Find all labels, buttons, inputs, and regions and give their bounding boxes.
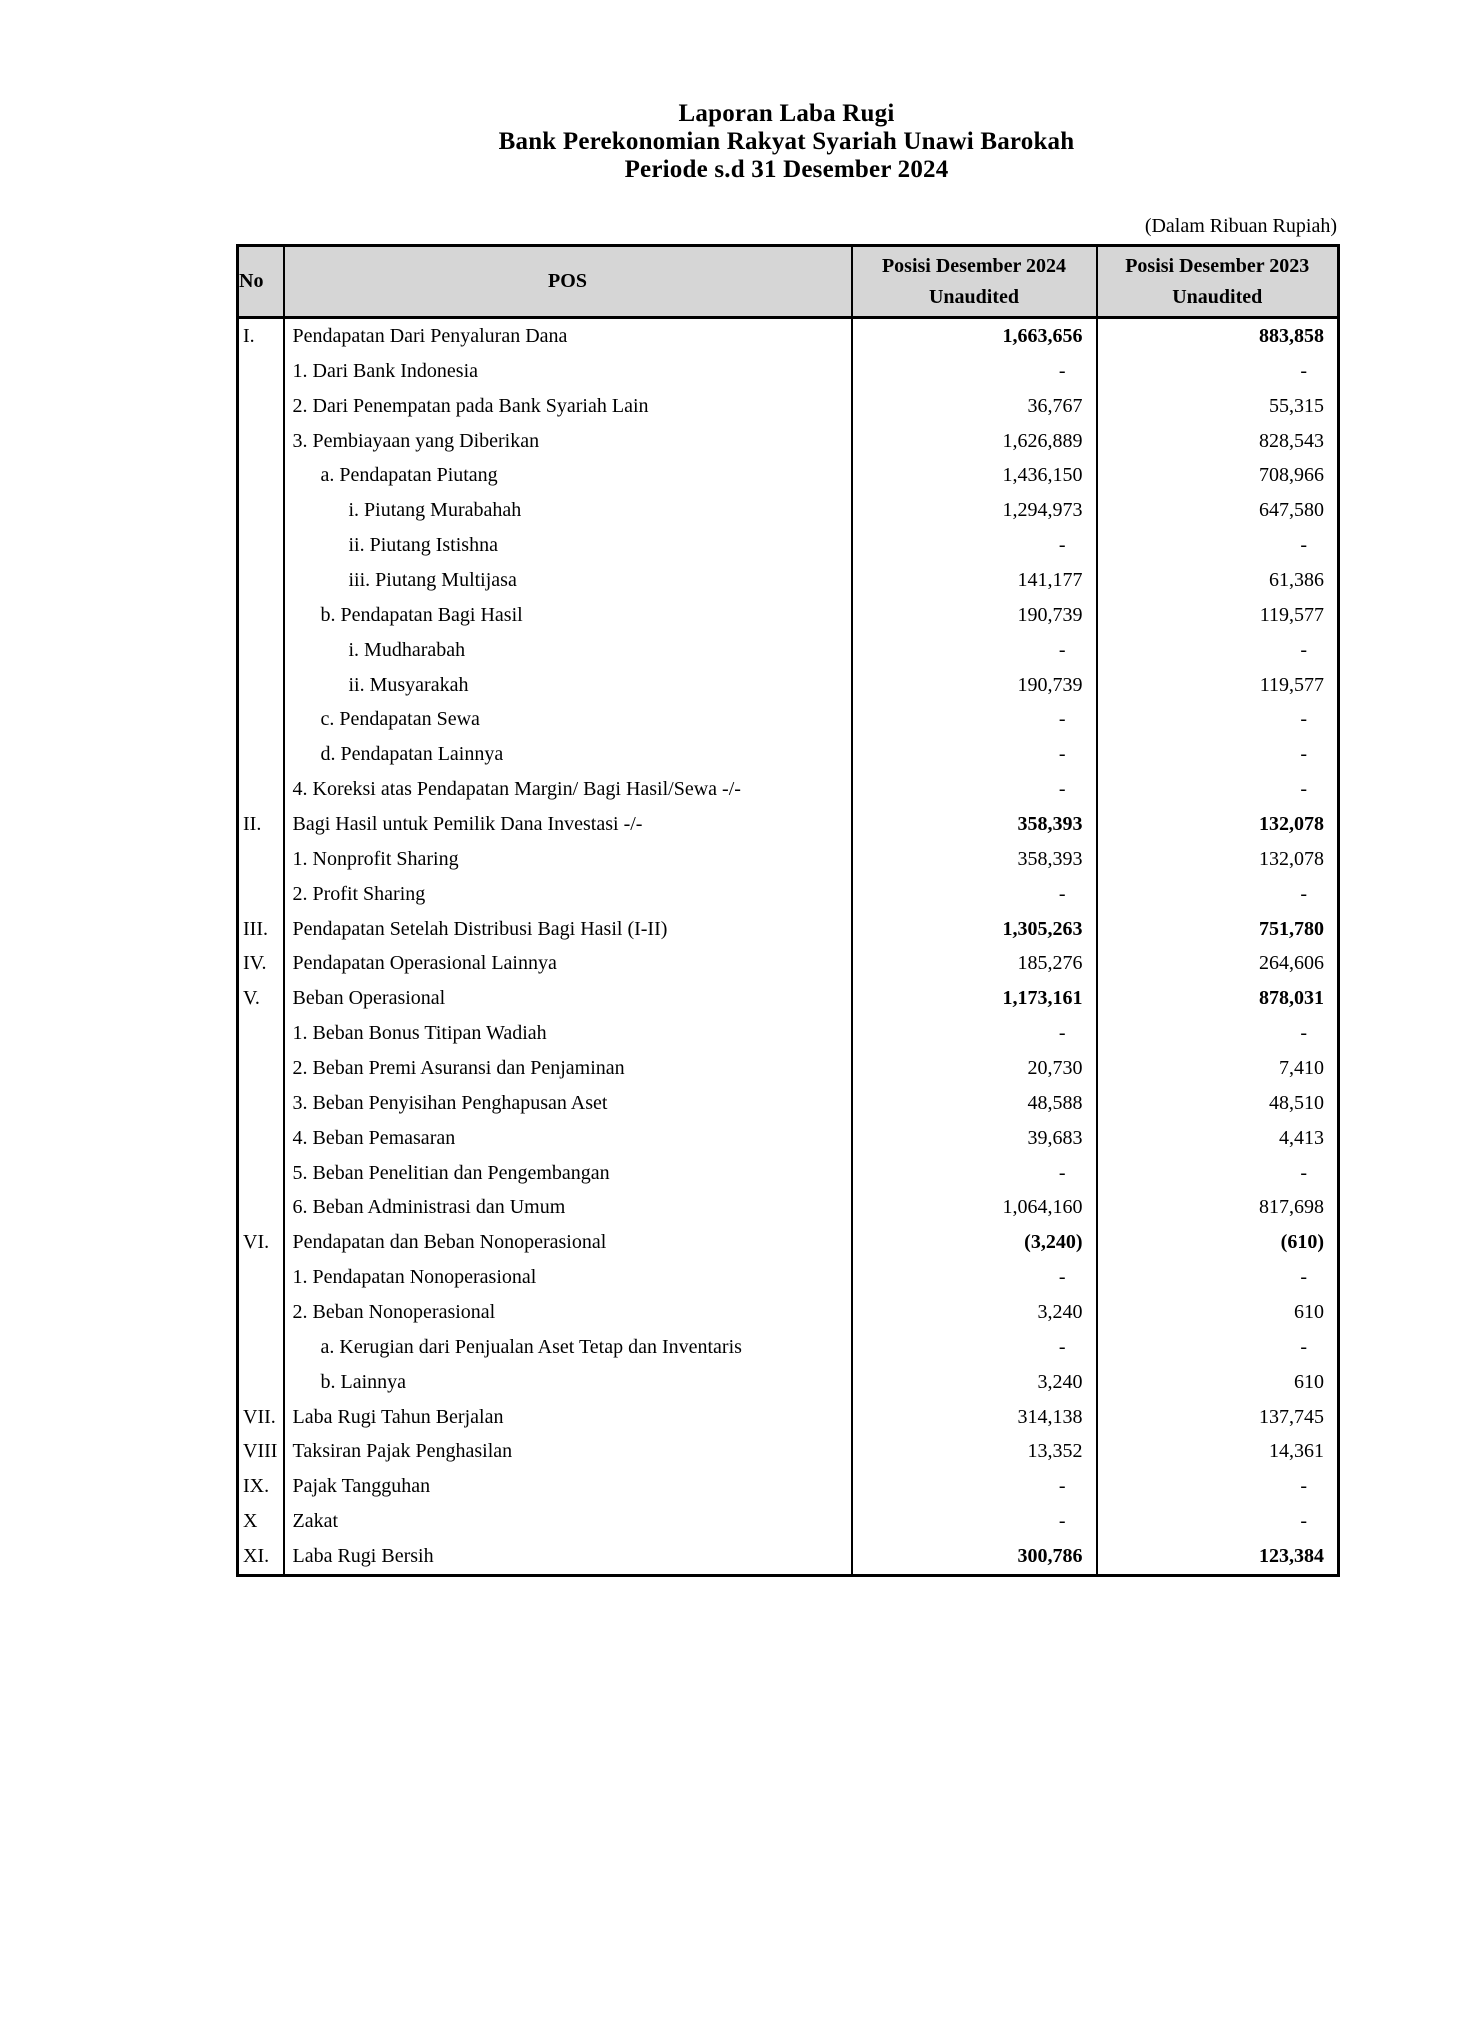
value-2023: (610) xyxy=(1097,1225,1339,1260)
value-2023: - xyxy=(1097,1260,1339,1295)
table-row xyxy=(238,1539,1339,1575)
value-2024: - xyxy=(852,633,1097,668)
table-row xyxy=(238,458,1339,493)
row-number: III. xyxy=(238,912,284,947)
row-number xyxy=(238,528,284,563)
value-2024: - xyxy=(852,1260,1097,1295)
table-row xyxy=(238,1016,1339,1051)
value-2023: - xyxy=(1097,1469,1339,1504)
table-row xyxy=(238,1469,1339,1504)
table-row xyxy=(238,1400,1339,1435)
row-label: 6. Beban Administrasi dan Umum xyxy=(284,1190,852,1225)
table-row xyxy=(238,528,1339,563)
row-label: 4. Koreksi atas Pendapatan Margin/ Bagi Hasil/Sewa -/- xyxy=(284,772,852,807)
col-header-2023-subtitle: Unaudited xyxy=(1172,285,1263,308)
table-row xyxy=(238,702,1339,737)
row-number xyxy=(238,737,284,772)
value-2023: 883,858 xyxy=(1097,318,1339,354)
value-2023: - xyxy=(1097,633,1339,668)
row-label: 3. Pembiayaan yang Diberikan xyxy=(284,424,852,459)
table-row xyxy=(238,1330,1339,1365)
row-number xyxy=(238,633,284,668)
row-label: 2. Dari Penempatan pada Bank Syariah Lain xyxy=(284,389,852,424)
col-header-2024-title: Posisi Desember 2024 xyxy=(881,254,1067,277)
table-row xyxy=(238,1225,1339,1260)
row-number xyxy=(238,702,284,737)
col-header-2023 xyxy=(1097,246,1339,318)
table-header-row xyxy=(238,246,1339,318)
row-label: Zakat xyxy=(284,1504,852,1539)
currency-unit-note: (Dalam Ribuan Rupiah) xyxy=(1144,215,1337,237)
table-row xyxy=(238,1365,1339,1400)
value-2024: 3,240 xyxy=(852,1295,1097,1330)
value-2024: 1,663,656 xyxy=(852,318,1097,354)
row-label: a. Pendapatan Piutang xyxy=(284,458,852,493)
table-row xyxy=(238,1190,1339,1225)
table-row xyxy=(238,842,1339,877)
row-label: 4. Beban Pemasaran xyxy=(284,1121,852,1156)
value-2023: 123,384 xyxy=(1097,1539,1339,1575)
row-label: 2. Beban Nonoperasional xyxy=(284,1295,852,1330)
row-number: XI. xyxy=(238,1539,284,1575)
table-row xyxy=(238,807,1339,842)
table-row xyxy=(238,633,1339,668)
value-2023: 14,361 xyxy=(1097,1435,1339,1470)
row-number xyxy=(238,389,284,424)
bank-name: Bank Perekonomian Rakyat Syariah Unawi Barokah xyxy=(498,128,1075,155)
row-label: i. Piutang Murabahah xyxy=(284,493,852,528)
table-row xyxy=(238,389,1339,424)
row-number xyxy=(238,354,284,389)
row-number xyxy=(238,1330,284,1365)
table-row xyxy=(238,354,1339,389)
value-2024: 185,276 xyxy=(852,946,1097,981)
row-label: b. Lainnya xyxy=(284,1365,852,1400)
row-label: d. Pendapatan Lainnya xyxy=(284,737,852,772)
row-number xyxy=(238,598,284,633)
row-number: V. xyxy=(238,981,284,1016)
row-label: Pajak Tangguhan xyxy=(284,1469,852,1504)
row-label: i. Mudharabah xyxy=(284,633,852,668)
value-2023: 7,410 xyxy=(1097,1051,1339,1086)
value-2023: 61,386 xyxy=(1097,563,1339,598)
table-row xyxy=(238,1435,1339,1470)
row-number xyxy=(238,493,284,528)
row-number xyxy=(238,842,284,877)
table-row xyxy=(238,318,1339,354)
table-row xyxy=(238,1086,1339,1121)
table-row xyxy=(238,1295,1339,1330)
value-2023: - xyxy=(1097,1156,1339,1191)
row-number xyxy=(238,1260,284,1295)
value-2023: - xyxy=(1097,528,1339,563)
row-number xyxy=(238,668,284,703)
value-2023: - xyxy=(1097,1016,1339,1051)
row-label: 1. Beban Bonus Titipan Wadiah xyxy=(284,1016,852,1051)
value-2023: 4,413 xyxy=(1097,1121,1339,1156)
table-row xyxy=(238,424,1339,459)
value-2023: - xyxy=(1097,737,1339,772)
value-2023: - xyxy=(1097,702,1339,737)
row-label: Bagi Hasil untuk Pemilik Dana Investasi -/- xyxy=(284,807,852,842)
value-2024: 1,626,889 xyxy=(852,424,1097,459)
row-label: 2. Beban Premi Asuransi dan Penjaminan xyxy=(284,1051,852,1086)
row-number xyxy=(238,1295,284,1330)
value-2023: 878,031 xyxy=(1097,981,1339,1016)
col-header-pos: POS xyxy=(284,246,852,318)
value-2023: 708,966 xyxy=(1097,458,1339,493)
row-number xyxy=(238,877,284,912)
value-2024: 190,739 xyxy=(852,598,1097,633)
table-row xyxy=(238,877,1339,912)
value-2024: 300,786 xyxy=(852,1539,1097,1575)
row-label: 5. Beban Penelitian dan Pengembangan xyxy=(284,1156,852,1191)
value-2024: - xyxy=(852,1504,1097,1539)
value-2024: 141,177 xyxy=(852,563,1097,598)
col-header-no: No xyxy=(238,246,284,318)
table-row xyxy=(238,946,1339,981)
value-2023: 137,745 xyxy=(1097,1400,1339,1435)
table-row xyxy=(238,598,1339,633)
value-2023: 119,577 xyxy=(1097,598,1339,633)
row-label: 1. Dari Bank Indonesia xyxy=(284,354,852,389)
value-2023: 55,315 xyxy=(1097,389,1339,424)
value-2023: 48,510 xyxy=(1097,1086,1339,1121)
row-number xyxy=(238,563,284,598)
value-2023: 817,698 xyxy=(1097,1190,1339,1225)
table-row xyxy=(238,1051,1339,1086)
row-number: VII. xyxy=(238,1400,284,1435)
table-row xyxy=(238,1260,1339,1295)
value-2024: 1,305,263 xyxy=(852,912,1097,947)
col-header-2024 xyxy=(852,246,1097,318)
value-2023: 610 xyxy=(1097,1295,1339,1330)
value-2023: 264,606 xyxy=(1097,946,1339,981)
row-number xyxy=(238,1016,284,1051)
value-2024: 190,739 xyxy=(852,668,1097,703)
value-2023: 647,580 xyxy=(1097,493,1339,528)
table-row xyxy=(238,563,1339,598)
row-number xyxy=(238,1051,284,1086)
report-period: Periode s.d 31 Desember 2024 xyxy=(624,156,949,183)
value-2024: 48,588 xyxy=(852,1086,1097,1121)
value-2024: - xyxy=(852,737,1097,772)
report-title: Laporan Laba Rugi xyxy=(678,100,895,127)
table-row xyxy=(238,737,1339,772)
value-2023: 828,543 xyxy=(1097,424,1339,459)
table-row xyxy=(238,1121,1339,1156)
row-number xyxy=(238,1190,284,1225)
row-number xyxy=(238,772,284,807)
value-2024: - xyxy=(852,1156,1097,1191)
value-2023: - xyxy=(1097,354,1339,389)
value-2024: 358,393 xyxy=(852,807,1097,842)
row-label: a. Kerugian dari Penjualan Aset Tetap dan Inventaris xyxy=(284,1330,852,1365)
value-2024: - xyxy=(852,528,1097,563)
row-number: IV. xyxy=(238,946,284,981)
table-row xyxy=(238,981,1339,1016)
row-label: 2. Profit Sharing xyxy=(284,877,852,912)
row-label: Beban Operasional xyxy=(284,981,852,1016)
value-2024: 358,393 xyxy=(852,842,1097,877)
row-label: ii. Musyarakah xyxy=(284,668,852,703)
value-2024: 314,138 xyxy=(852,1400,1097,1435)
row-label: ii. Piutang Istishna xyxy=(284,528,852,563)
table-body xyxy=(238,318,1339,1576)
row-label: Pendapatan dan Beban Nonoperasional xyxy=(284,1225,852,1260)
value-2024: - xyxy=(852,1016,1097,1051)
value-2024: - xyxy=(852,1330,1097,1365)
value-2024: (3,240) xyxy=(852,1225,1097,1260)
value-2024: 1,436,150 xyxy=(852,458,1097,493)
value-2024: - xyxy=(852,877,1097,912)
table-row xyxy=(238,772,1339,807)
row-number xyxy=(238,1086,284,1121)
value-2023: - xyxy=(1097,772,1339,807)
value-2023: 119,577 xyxy=(1097,668,1339,703)
row-number: VI. xyxy=(238,1225,284,1260)
row-label: c. Pendapatan Sewa xyxy=(284,702,852,737)
row-label: Pendapatan Setelah Distribusi Bagi Hasil (I-II) xyxy=(284,912,852,947)
value-2023: 751,780 xyxy=(1097,912,1339,947)
income-statement-table xyxy=(236,244,1340,1577)
value-2024: 1,294,973 xyxy=(852,493,1097,528)
table-row xyxy=(238,912,1339,947)
row-label: Pendapatan Operasional Lainnya xyxy=(284,946,852,981)
table-row xyxy=(238,1156,1339,1191)
row-number: II. xyxy=(238,807,284,842)
value-2024: 39,683 xyxy=(852,1121,1097,1156)
value-2024: - xyxy=(852,772,1097,807)
row-number: VIII xyxy=(238,1435,284,1470)
value-2024: 20,730 xyxy=(852,1051,1097,1086)
row-number xyxy=(238,458,284,493)
row-label: Laba Rugi Bersih xyxy=(284,1539,852,1575)
table-row xyxy=(238,493,1339,528)
row-label: iii. Piutang Multijasa xyxy=(284,563,852,598)
value-2024: - xyxy=(852,702,1097,737)
row-number xyxy=(238,424,284,459)
value-2023: 132,078 xyxy=(1097,807,1339,842)
value-2024: 1,173,161 xyxy=(852,981,1097,1016)
row-label: Pendapatan Dari Penyaluran Dana xyxy=(284,318,852,354)
value-2024: 13,352 xyxy=(852,1435,1097,1470)
row-label: 1. Pendapatan Nonoperasional xyxy=(284,1260,852,1295)
row-label: 3. Beban Penyisihan Penghapusan Aset xyxy=(284,1086,852,1121)
value-2024: 36,767 xyxy=(852,389,1097,424)
row-number: IX. xyxy=(238,1469,284,1504)
row-label: Taksiran Pajak Penghasilan xyxy=(284,1435,852,1470)
value-2024: - xyxy=(852,1469,1097,1504)
row-number xyxy=(238,1156,284,1191)
value-2023: - xyxy=(1097,1504,1339,1539)
row-number xyxy=(238,1121,284,1156)
row-number xyxy=(238,1365,284,1400)
row-label: Laba Rugi Tahun Berjalan xyxy=(284,1400,852,1435)
value-2023: - xyxy=(1097,1330,1339,1365)
row-number: I. xyxy=(238,318,284,354)
col-header-2023-title: Posisi Desember 2023 xyxy=(1125,254,1310,277)
value-2024: - xyxy=(852,354,1097,389)
row-number: X xyxy=(238,1504,284,1539)
value-2023: 610 xyxy=(1097,1365,1339,1400)
table-row xyxy=(238,1504,1339,1539)
value-2024: 1,064,160 xyxy=(852,1190,1097,1225)
table-row xyxy=(238,668,1339,703)
report-title-block xyxy=(236,100,1337,184)
document-page xyxy=(0,100,1484,2020)
value-2023: 132,078 xyxy=(1097,842,1339,877)
row-label: b. Pendapatan Bagi Hasil xyxy=(284,598,852,633)
value-2024: 3,240 xyxy=(852,1365,1097,1400)
col-header-2024-subtitle: Unaudited xyxy=(928,285,1020,308)
row-label: 1. Nonprofit Sharing xyxy=(284,842,852,877)
value-2023: - xyxy=(1097,877,1339,912)
